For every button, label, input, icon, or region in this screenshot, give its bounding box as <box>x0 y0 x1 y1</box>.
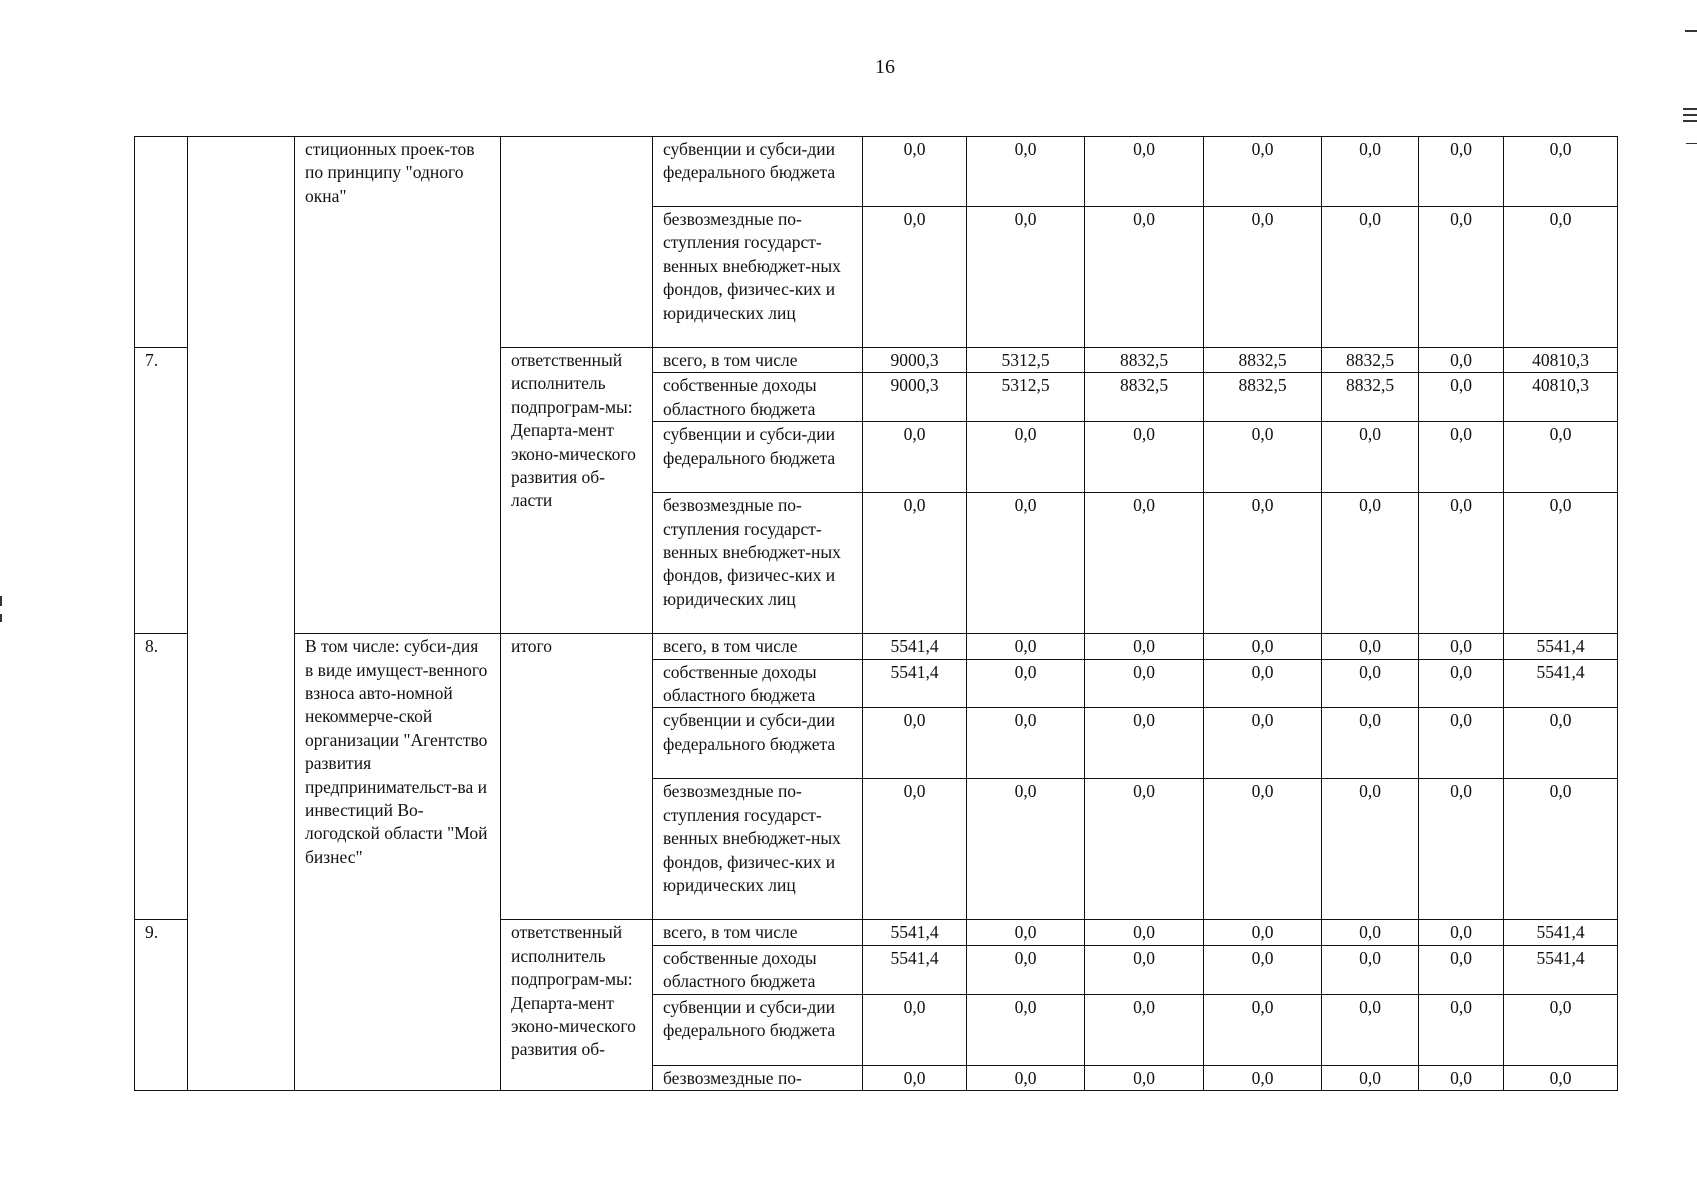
value-cell: 0,0 <box>1085 708 1204 779</box>
value-cell: 0,0 <box>1204 945 1322 994</box>
value-cell: 0,0 <box>1204 634 1322 659</box>
source-label-cell: субвенции и субси-дии федерального бюджета <box>653 137 863 207</box>
value-cell: 5541,4 <box>1504 920 1618 945</box>
measure-name-cell: стиционных проек-тов по принципу "одного окна" <box>295 137 501 634</box>
value-cell: 0,0 <box>1504 207 1618 348</box>
source-label-cell: всего, в том числе <box>653 920 863 945</box>
scan-edge-mark <box>0 596 2 606</box>
value-cell: 0,0 <box>1419 994 1504 1065</box>
value-cell: 0,0 <box>1204 779 1322 920</box>
value-cell: 0,0 <box>1419 373 1504 422</box>
value-cell: 0,0 <box>1085 422 1204 493</box>
source-label-cell: безвозмездные по- <box>653 1065 863 1090</box>
value-cell: 0,0 <box>1504 422 1618 493</box>
value-cell: 0,0 <box>863 1065 967 1090</box>
executor-cell: ответственный исполнитель подпрограм-мы: Департа-мент эконо-мического развития об-ласти <box>501 348 653 634</box>
value-cell: 0,0 <box>1504 493 1618 634</box>
executor-cell: итого <box>501 634 653 920</box>
value-cell: 0,0 <box>1322 920 1419 945</box>
source-label-cell: всего, в том числе <box>653 348 863 373</box>
value-cell: 8832,5 <box>1322 348 1419 373</box>
value-cell: 0,0 <box>1204 207 1322 348</box>
value-cell: 0,0 <box>967 1065 1085 1090</box>
value-cell: 0,0 <box>967 945 1085 994</box>
value-cell: 0,0 <box>1085 1065 1204 1090</box>
value-cell: 0,0 <box>1322 634 1419 659</box>
value-cell: 0,0 <box>1504 708 1618 779</box>
value-cell: 0,0 <box>1419 945 1504 994</box>
value-cell: 0,0 <box>1085 137 1204 207</box>
row-index-cell: 8. <box>135 634 188 920</box>
blank-column-cell <box>188 137 295 1091</box>
value-cell: 0,0 <box>967 634 1085 659</box>
value-cell: 0,0 <box>863 994 967 1065</box>
value-cell: 0,0 <box>863 779 967 920</box>
row-index-cell <box>135 137 188 348</box>
value-cell: 0,0 <box>1322 422 1419 493</box>
value-cell: 0,0 <box>1204 659 1322 708</box>
value-cell: 0,0 <box>1204 493 1322 634</box>
value-cell: 0,0 <box>1322 779 1419 920</box>
value-cell: 0,0 <box>1504 994 1618 1065</box>
source-label-cell: собственные доходы областного бюджета <box>653 373 863 422</box>
source-label-cell: субвенции и субси-дии федерального бюджета <box>653 708 863 779</box>
source-label-cell: безвозмездные по-ступления государст-венных внебюджет-ных фондов, физичес-ких и юридических лиц <box>653 779 863 920</box>
executor-cell <box>501 137 653 348</box>
source-label-cell: собственные доходы областного бюджета <box>653 659 863 708</box>
scan-edge-mark <box>0 614 2 622</box>
value-cell: 0,0 <box>1204 708 1322 779</box>
executor-cell: ответственный исполнитель подпрограм-мы: Департа-мент эконо-мического развития об- <box>501 920 653 1091</box>
value-cell: 8832,5 <box>1085 373 1204 422</box>
value-cell: 5541,4 <box>1504 945 1618 994</box>
value-cell: 40810,3 <box>1504 348 1618 373</box>
value-cell: 0,0 <box>1419 920 1504 945</box>
scan-edge-mark <box>1686 143 1697 144</box>
value-cell: 8832,5 <box>1204 373 1322 422</box>
row-index-cell: 7. <box>135 348 188 634</box>
value-cell: 8832,5 <box>1322 373 1419 422</box>
value-cell: 0,0 <box>1419 1065 1504 1090</box>
value-cell: 0,0 <box>1204 1065 1322 1090</box>
value-cell: 0,0 <box>1419 207 1504 348</box>
value-cell: 5541,4 <box>1504 659 1618 708</box>
value-cell: 0,0 <box>1204 137 1322 207</box>
value-cell: 0,0 <box>1085 659 1204 708</box>
value-cell: 0,0 <box>967 493 1085 634</box>
value-cell: 0,0 <box>1204 422 1322 493</box>
value-cell: 9000,3 <box>863 373 967 422</box>
measure-name-cell: В том числе: субси-дия в виде имущест-венного взноса авто-номной некоммерче-ской организации "Агентство развития предпринимательст-ва и инвестиций Во-логодской области "Мой бизнес" <box>295 634 501 1091</box>
value-cell: 0,0 <box>967 920 1085 945</box>
source-label-cell: всего, в том числе <box>653 634 863 659</box>
budget-table <box>134 136 1618 1091</box>
value-cell: 0,0 <box>863 422 967 493</box>
value-cell: 0,0 <box>1419 137 1504 207</box>
value-cell: 0,0 <box>1322 945 1419 994</box>
scan-edge-mark <box>1683 108 1697 110</box>
value-cell: 0,0 <box>1504 1065 1618 1090</box>
value-cell: 0,0 <box>863 207 967 348</box>
value-cell: 0,0 <box>1419 422 1504 493</box>
value-cell: 8832,5 <box>1204 348 1322 373</box>
value-cell: 0,0 <box>1085 207 1204 348</box>
value-cell: 5541,4 <box>863 634 967 659</box>
source-label-cell: безвозмездные по-ступления государст-венных внебюджет-ных фондов, физичес-ких и юридических лиц <box>653 207 863 348</box>
value-cell: 0,0 <box>967 779 1085 920</box>
value-cell: 0,0 <box>1085 779 1204 920</box>
page-number: 16 <box>875 56 895 78</box>
value-cell: 0,0 <box>1085 920 1204 945</box>
value-cell: 0,0 <box>967 422 1085 493</box>
value-cell: 0,0 <box>1322 493 1419 634</box>
value-cell: 0,0 <box>1204 994 1322 1065</box>
value-cell: 0,0 <box>1504 137 1618 207</box>
value-cell: 0,0 <box>1085 634 1204 659</box>
value-cell: 0,0 <box>967 137 1085 207</box>
value-cell: 0,0 <box>1504 779 1618 920</box>
source-label-cell: субвенции и субси-дии федерального бюджета <box>653 994 863 1065</box>
row-index-cell: 9. <box>135 920 188 1091</box>
value-cell: 0,0 <box>967 207 1085 348</box>
scan-edge-mark <box>1685 30 1697 32</box>
value-cell: 5541,4 <box>863 659 967 708</box>
value-cell: 5541,4 <box>863 920 967 945</box>
value-cell: 0,0 <box>1322 708 1419 779</box>
value-cell: 0,0 <box>863 708 967 779</box>
value-cell: 5541,4 <box>1504 634 1618 659</box>
value-cell: 0,0 <box>1419 493 1504 634</box>
value-cell: 0,0 <box>967 708 1085 779</box>
value-cell: 0,0 <box>1419 708 1504 779</box>
value-cell: 5541,4 <box>863 945 967 994</box>
source-label-cell: безвозмездные по-ступления государст-венных внебюджет-ных фондов, физичес-ких и юридических лиц <box>653 493 863 634</box>
value-cell: 0,0 <box>1322 207 1419 348</box>
value-cell: 0,0 <box>967 994 1085 1065</box>
table-row <box>135 137 1618 207</box>
table-row <box>135 634 1618 659</box>
value-cell: 0,0 <box>1085 493 1204 634</box>
value-cell: 0,0 <box>1204 920 1322 945</box>
value-cell: 0,0 <box>1322 994 1419 1065</box>
value-cell: 0,0 <box>863 137 967 207</box>
value-cell: 0,0 <box>1419 779 1504 920</box>
value-cell: 0,0 <box>967 659 1085 708</box>
value-cell: 0,0 <box>1322 659 1419 708</box>
value-cell: 0,0 <box>1419 634 1504 659</box>
value-cell: 0,0 <box>1322 1065 1419 1090</box>
value-cell: 5312,5 <box>967 348 1085 373</box>
value-cell: 5312,5 <box>967 373 1085 422</box>
value-cell: 0,0 <box>1419 348 1504 373</box>
value-cell: 40810,3 <box>1504 373 1618 422</box>
value-cell: 0,0 <box>1085 994 1204 1065</box>
value-cell: 8832,5 <box>1085 348 1204 373</box>
source-label-cell: субвенции и субси-дии федерального бюджета <box>653 422 863 493</box>
value-cell: 9000,3 <box>863 348 967 373</box>
source-label-cell: собственные доходы областного бюджета <box>653 945 863 994</box>
value-cell: 0,0 <box>1419 659 1504 708</box>
scan-edge-mark <box>1683 114 1697 116</box>
scan-edge-mark <box>1683 120 1697 122</box>
value-cell: 0,0 <box>1322 137 1419 207</box>
value-cell: 0,0 <box>1085 945 1204 994</box>
value-cell: 0,0 <box>863 493 967 634</box>
